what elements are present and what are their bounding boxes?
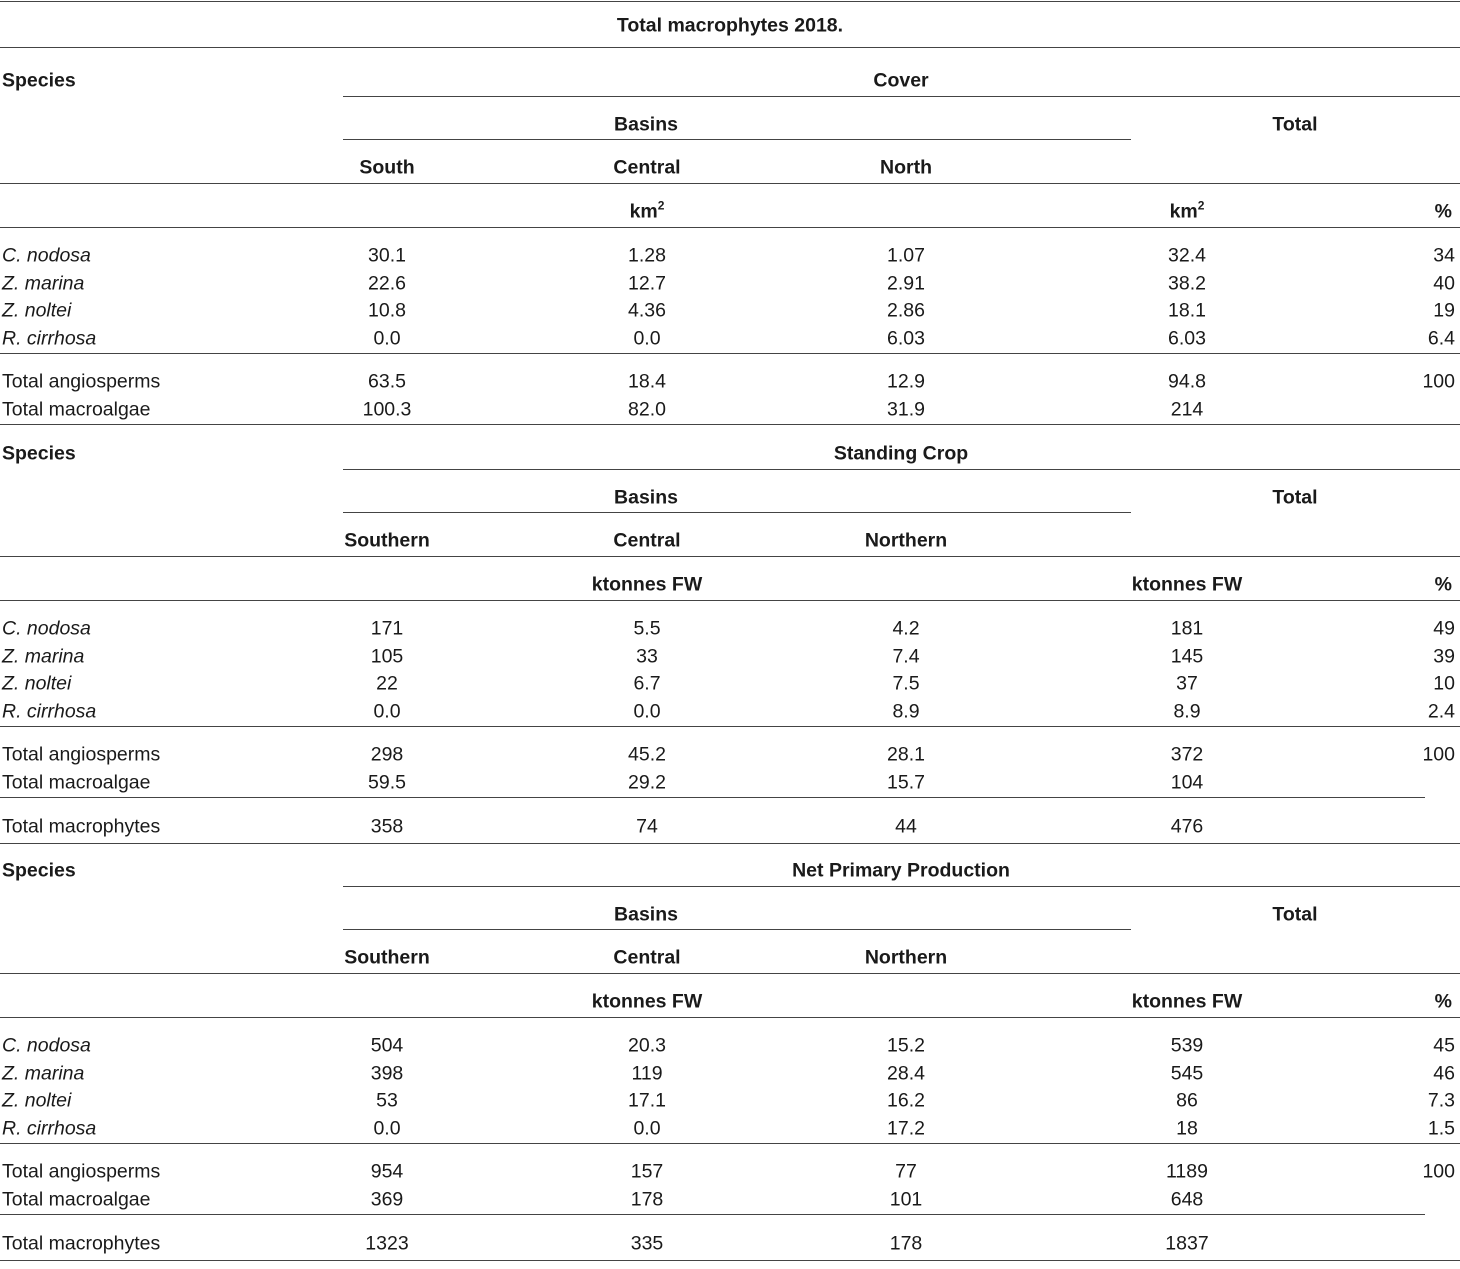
table-cell: 1.5 (1427, 1116, 1455, 1139)
table-cell: 20.3 (628, 1034, 666, 1057)
section-end-rule (0, 424, 1460, 425)
table-cell: 2.86 (887, 299, 925, 322)
table-title: Total macrophytes 2018. (616, 14, 844, 37)
table-cell: 40 (1433, 271, 1455, 294)
table-cell: 105 (370, 644, 404, 667)
table-cell: 22 (376, 672, 398, 695)
species-header: Species (2, 442, 76, 465)
table-cell: 18.1 (1168, 299, 1206, 322)
table-cell: 46 (1433, 1061, 1455, 1084)
total-row-label: Total angiosperms (2, 743, 161, 766)
table-cell: 171 (370, 617, 404, 640)
table-cell: 12.9 (887, 370, 925, 393)
species-name: Z. noltei (2, 672, 72, 695)
total-header: Total (1272, 113, 1318, 136)
table-cell: 145 (1170, 644, 1204, 667)
table-cell: 82.0 (628, 397, 666, 420)
total-row-label: Total macroalgae (2, 770, 151, 793)
table-cell: 6.03 (1168, 326, 1206, 349)
species-rule (0, 1143, 1460, 1144)
table-cell: 32.4 (1168, 244, 1206, 267)
table-cell: 49 (1433, 617, 1455, 640)
table-cell: 10 (1433, 672, 1455, 695)
table-cell: 1837 (1165, 1232, 1209, 1255)
unit-superscript: 2 (657, 198, 665, 213)
table-cell: 648 (1170, 1187, 1204, 1210)
unit-label (629, 198, 665, 223)
table-cell: 30.1 (368, 244, 406, 267)
table-cell: 28.4 (887, 1061, 925, 1084)
table-cell: 16.2 (887, 1089, 925, 1112)
total-unit-text: ktonnes FW (1131, 573, 1243, 596)
table-cell: 77 (895, 1160, 917, 1183)
basins-header: Basins (614, 903, 678, 926)
unit-label (592, 992, 703, 1012)
table-cell: 18 (1176, 1116, 1198, 1139)
unit-text: ktonnes FW (591, 990, 703, 1013)
total-unit-label (1132, 575, 1243, 595)
species-name: C. nodosa (2, 244, 91, 267)
basin-header: Northern (864, 946, 948, 969)
table-cell: 28.1 (887, 743, 925, 766)
table-cell: 104 (1170, 770, 1204, 793)
table-cell: 7.3 (1427, 1089, 1455, 1112)
table-cell: 369 (370, 1187, 404, 1210)
basins-rule (343, 929, 1131, 930)
table-cell: 2.91 (887, 271, 925, 294)
table-cell: 398 (370, 1061, 404, 1084)
basin-names-rule (0, 183, 1460, 184)
measure-header: Cover (873, 69, 929, 92)
table-cell: 5.5 (633, 617, 661, 640)
species-header: Species (2, 859, 76, 882)
total-unit-label (1169, 198, 1205, 223)
table-cell: 358 (370, 815, 404, 838)
measure-rule (343, 96, 1460, 97)
total-unit-text: ktonnes FW (1131, 990, 1243, 1013)
table-cell: 335 (630, 1232, 664, 1255)
percent-header: % (1434, 990, 1452, 1013)
table-cell: 1323 (365, 1232, 409, 1255)
table-cell: 7.4 (892, 644, 920, 667)
table-cell: 34 (1433, 244, 1455, 267)
table-cell: 7.5 (892, 672, 920, 695)
species-header: Species (2, 69, 76, 92)
table-cell: 4.2 (892, 617, 920, 640)
unit-text: ktonnes FW (591, 573, 703, 596)
section-end-rule (0, 1260, 1460, 1261)
table-cell: 12.7 (628, 271, 666, 294)
basin-header: South (359, 156, 415, 179)
basins-header: Basins (614, 113, 678, 136)
total-header: Total (1272, 486, 1318, 509)
total-unit-text: km (1169, 200, 1198, 223)
table-cell: 119 (631, 1061, 663, 1084)
table-cell: 15.2 (887, 1034, 925, 1057)
total-unit-superscript: 2 (1197, 198, 1205, 213)
total-row-label: Total macroalgae (2, 397, 151, 420)
table-cell: 44 (895, 815, 917, 838)
table-cell: 94.8 (1168, 370, 1206, 393)
table-cell: 181 (1170, 617, 1204, 640)
species-name: Z. marina (2, 644, 85, 667)
species-name: Z. marina (2, 271, 85, 294)
basin-names-rule (0, 973, 1460, 974)
table-cell: 63.5 (368, 370, 406, 393)
species-name: R. cirrhosa (2, 699, 97, 722)
unit-label (592, 575, 703, 595)
table-cell: 33 (636, 644, 658, 667)
units-rule (0, 227, 1460, 228)
table-cell: 53 (376, 1089, 398, 1112)
table-cell: 29.2 (628, 770, 666, 793)
measure-header: Net Primary Production (792, 859, 1010, 882)
table-cell: 100.3 (362, 397, 412, 420)
total-row-label: Total angiosperms (2, 370, 161, 393)
species-rule (0, 353, 1460, 354)
table-cell: 45.2 (628, 743, 666, 766)
basins-rule (343, 512, 1131, 513)
table-cell: 0.0 (373, 1116, 401, 1139)
table-cell: 476 (1170, 815, 1204, 838)
table-cell: 39 (1433, 644, 1455, 667)
table-cell: 6.03 (887, 326, 925, 349)
table-cell: 6.7 (633, 672, 661, 695)
table-cell: 157 (630, 1160, 664, 1183)
species-name: R. cirrhosa (2, 1116, 97, 1139)
species-name: C. nodosa (2, 1034, 91, 1057)
table-cell: 17.2 (887, 1116, 925, 1139)
table-cell: 100 (1422, 1160, 1455, 1183)
basin-header: Southern (344, 529, 430, 552)
table-cell: 4.36 (628, 299, 666, 322)
species-name: R. cirrhosa (2, 326, 97, 349)
table-cell: 74 (636, 815, 658, 838)
table-cell: 18.4 (628, 370, 666, 393)
table-cell: 22.6 (368, 271, 406, 294)
table-cell: 0.0 (373, 699, 401, 722)
totals-rule (0, 797, 1425, 798)
table-cell: 8.9 (892, 699, 920, 722)
table-cell: 6.4 (1427, 326, 1455, 349)
table-cell: 19 (1433, 299, 1455, 322)
table-cell: 1189 (1166, 1160, 1208, 1183)
table-cell: 0.0 (373, 326, 401, 349)
units-rule (0, 1017, 1460, 1018)
basin-header: Central (613, 946, 681, 969)
basin-names-rule (0, 556, 1460, 557)
table-cell: 10.8 (368, 299, 406, 322)
basin-header: Southern (344, 946, 430, 969)
table-cell: 2.4 (1427, 699, 1455, 722)
unit-text: km (629, 200, 658, 223)
table-cell: 0.0 (633, 699, 661, 722)
table-cell: 101 (889, 1187, 923, 1210)
percent-header: % (1434, 573, 1452, 596)
grand-total-label: Total macrophytes (2, 815, 161, 838)
species-rule (0, 726, 1460, 727)
table-cell: 17.1 (628, 1089, 666, 1112)
basins-header: Basins (614, 486, 678, 509)
species-name: Z. noltei (2, 299, 72, 322)
measure-rule (343, 886, 1460, 887)
total-header: Total (1272, 903, 1318, 926)
table-cell: 86 (1176, 1089, 1198, 1112)
table-cell: 178 (889, 1232, 923, 1255)
measure-header: Standing Crop (833, 442, 969, 465)
table-cell: 0.0 (633, 326, 661, 349)
table-cell: 0.0 (633, 1116, 661, 1139)
measure-rule (343, 469, 1460, 470)
table-cell: 545 (1170, 1061, 1204, 1084)
units-rule (0, 600, 1460, 601)
table-cell: 100 (1422, 743, 1455, 766)
basin-header: Central (613, 156, 681, 179)
basins-rule (343, 139, 1131, 140)
table-cell: 8.9 (1173, 699, 1201, 722)
basin-header: Northern (864, 529, 948, 552)
grand-total-label: Total macrophytes (2, 1232, 161, 1255)
percent-header: % (1434, 200, 1452, 223)
table-top-rule (0, 1, 1460, 2)
table-cell: 45 (1433, 1034, 1455, 1057)
table-cell: 539 (1170, 1034, 1204, 1057)
table-cell: 372 (1170, 743, 1204, 766)
table-cell: 954 (370, 1160, 404, 1183)
section-end-rule (0, 843, 1460, 844)
table-cell: 37 (1176, 672, 1198, 695)
table-cell: 178 (630, 1187, 664, 1210)
species-name: C. nodosa (2, 617, 91, 640)
table-cell: 59.5 (368, 770, 406, 793)
species-name: Z. noltei (2, 1089, 72, 1112)
table-cell: 214 (1170, 397, 1204, 420)
species-name: Z. marina (2, 1061, 85, 1084)
table-cell: 100 (1422, 370, 1455, 393)
total-row-label: Total angiosperms (2, 1160, 161, 1183)
title-rule (0, 47, 1460, 48)
table-cell: 38.2 (1168, 271, 1206, 294)
table-cell: 504 (370, 1034, 404, 1057)
table-cell: 1.07 (887, 244, 925, 267)
total-row-label: Total macroalgae (2, 1187, 151, 1210)
totals-rule (0, 1214, 1425, 1215)
table-cell: 31.9 (887, 397, 925, 420)
total-unit-label (1132, 992, 1243, 1012)
table-cell: 15.7 (887, 770, 925, 793)
basin-header: Central (613, 529, 681, 552)
table-cell: 1.28 (628, 244, 666, 267)
basin-header: North (880, 156, 932, 179)
table-cell: 298 (370, 743, 404, 766)
